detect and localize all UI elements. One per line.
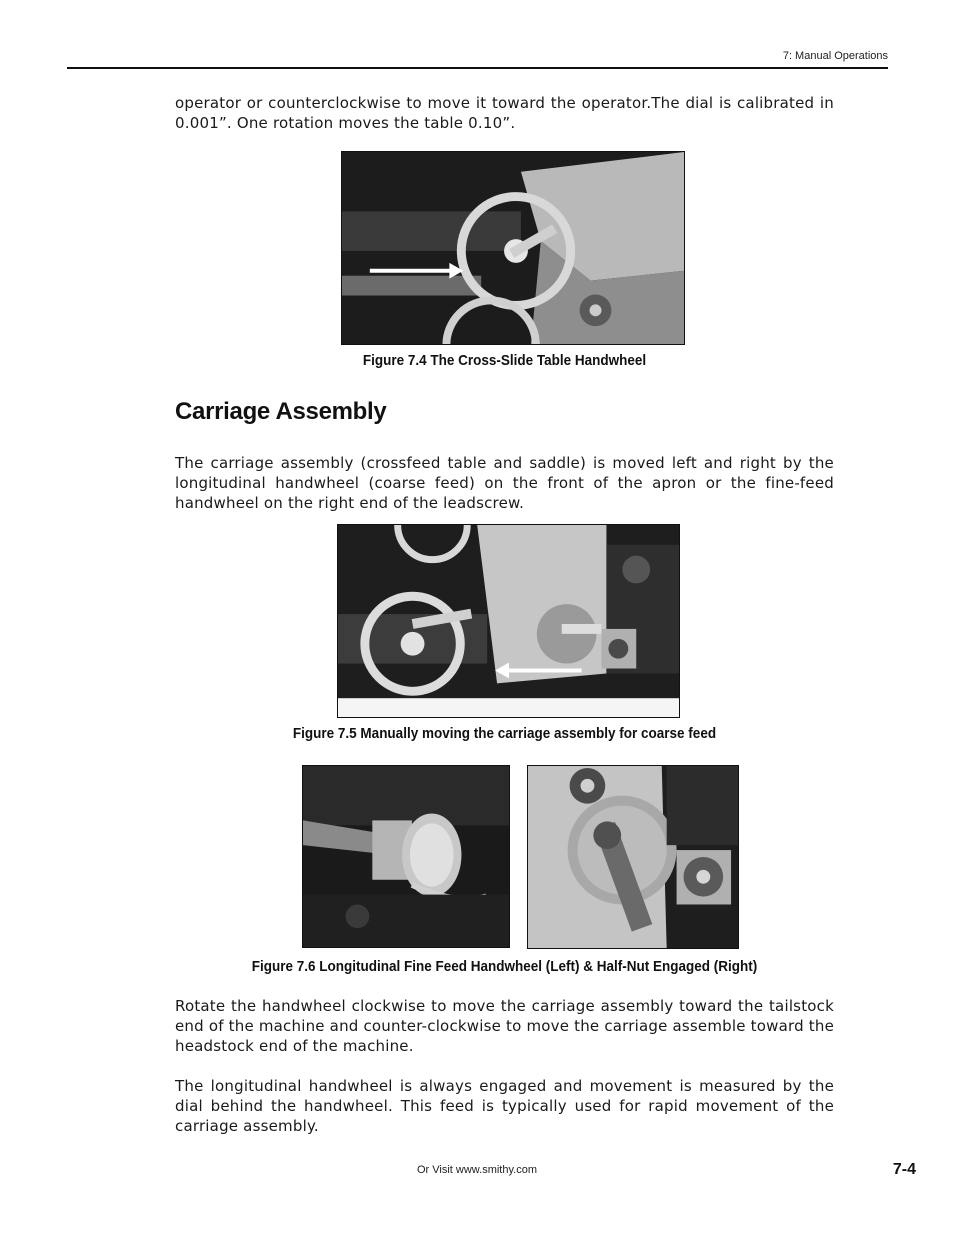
- footer-visit-link[interactable]: Or Visit www.smithy.com: [417, 1164, 537, 1176]
- paragraph-rotate-handwheel: Rotate the handwheel clockwise to move the carriage assembly toward the tailstock end of the machine and counter-clockwise to move the carriage assemble toward the headstock end of the machine.: [175, 997, 834, 1055]
- section-heading: Carriage Assembly: [175, 398, 387, 425]
- figure-7-4-caption: Figure 7.4 The Cross-Slide Table Handwheel: [362, 352, 647, 369]
- paragraph-longitudinal-handwheel: The longitudinal handwheel is always engaged and movement is measured by the dial behind the handwheel. This feed is typically used for rapid movement of the carriage assembly.: [175, 1077, 834, 1135]
- figure-7-5-photo: [337, 524, 680, 718]
- figure-7-6-caption: Figure 7.6 Longitudinal Fine Feed Handwheel (Left) & Half-Nut Engaged (Right): [251, 958, 758, 975]
- header-rule: [67, 67, 888, 69]
- paragraph-carriage-intro: The carriage assembly (crossfeed table and saddle) is moved left and right by the longitudinal handwheel (coarse feed) on the front of the apron or the fine-feed handwheel on the right end of the leadscrew.: [175, 454, 834, 512]
- figure-7-6-right-photo: [527, 765, 739, 949]
- running-header: 7: Manual Operations: [782, 50, 888, 62]
- figure-7-6-left-photo: [302, 765, 510, 948]
- page-number: 7-4: [892, 1161, 916, 1178]
- figure-7-5-caption: Figure 7.5 Manually moving the carriage assembly for coarse feed: [292, 725, 717, 742]
- figure-7-4-photo: [341, 151, 685, 345]
- intro-paragraph: operator or counterclockwise to move it toward the operator.The dial is calibrated in 0.001”. One rotation moves the table 0.10”.: [175, 94, 834, 132]
